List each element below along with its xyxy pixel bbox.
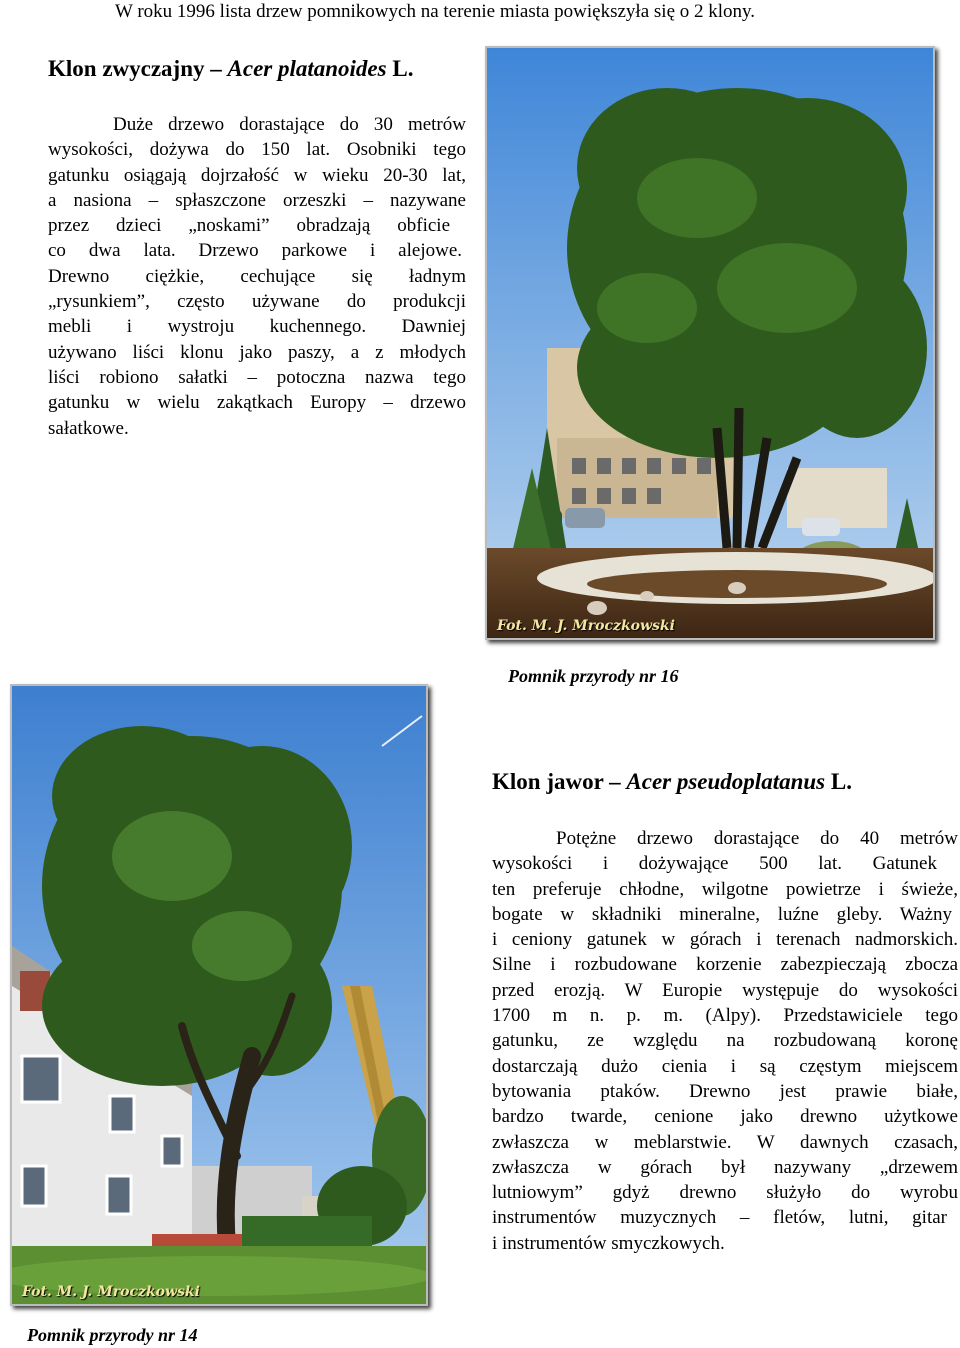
heading-klon-jawor [492, 769, 852, 795]
text-line: używano liści klonu jako paszy, a z młodych [48, 341, 466, 363]
paragraph-klon-zwyczajny [48, 112, 466, 441]
text-line: sałatkowe. [48, 417, 129, 439]
photo-klon-jawor [10, 684, 428, 1306]
text-line: zwłaszcza w meblarstwie. W dawnych czasach, [492, 1131, 958, 1153]
photo-credit: Fot. M. J. Mroczkowski [22, 1284, 200, 1300]
text-line: wysokości i dożywające 500 lat. Gatunek [492, 853, 937, 875]
text-line: mebli i wystroju kuchennego. Dawniej [48, 316, 466, 338]
text-line: „rysunkiem”, często używane do produkcji [48, 291, 466, 313]
text-line: bytowania ptaków. Drewno jest prawie białe, [492, 1080, 958, 1102]
heading-prefix: Klon jawor – [492, 769, 627, 794]
photo-credit: Fot. M. J. Mroczkowski [497, 618, 675, 634]
text-line: dostarczają dużo cienia i są częstym miejscem [492, 1055, 958, 1077]
text-line: liści robiono sałatki – potoczna nazwa tego [48, 366, 466, 388]
text-line: gatunku w wielu zakątkach Europy – drzewo [48, 392, 466, 414]
text-line: 1700 m n. p. m. (Alpy). Przedstawiciele tego [492, 1005, 958, 1027]
text-line: instrumentów muzycznych – fletów, lutni, gitar [492, 1207, 947, 1229]
heading-klon-zwyczajny [48, 56, 413, 82]
heading-suffix: L. [386, 56, 414, 81]
text-line: gatunku osiągają dojrzałość w wieku 20-30 lat, [48, 164, 466, 186]
heading-latin-name: Acer pseudoplatanus [626, 769, 826, 794]
heading-latin-name: Acer platanoides [227, 56, 387, 81]
text-line: ten preferuje chłodne, wilgotne powietrze i świeże, [492, 878, 958, 900]
photo-klon-zwyczajny [485, 46, 935, 640]
text-line: i instrumentów smyczkowych. [492, 1232, 725, 1254]
text-line: Duże drzewo dorastające do 30 metrów [113, 114, 466, 135]
text-line: bardzo twarde, cenione jako drewno użytkowe [492, 1106, 958, 1128]
text-line: zwłaszcza w górach był nazywany „drzewem [492, 1156, 958, 1178]
paragraph-klon-jawor [492, 826, 958, 1256]
text-line: Silne i rozbudowane korzenie zabezpieczają zbocza [492, 954, 958, 976]
text-line: przed erozją. W Europie występuje do wysokości [492, 979, 958, 1001]
photo-caption: Pomnik przyrody nr 14 [27, 1325, 198, 1345]
text-line: bogate w składniki mineralne, luźne gleby. Ważny [492, 903, 952, 925]
heading-suffix: L. [825, 769, 852, 794]
text-line: a nasiona – spłaszczone orzeszki – nazywane [48, 189, 466, 211]
text-line: gatunku, ze względu na rozbudowaną koronę [492, 1030, 958, 1052]
text-line: przez dzieci „noskami” obradzają obficie [48, 215, 450, 237]
text-line: co dwa lata. Drzewo parkowe i alejowe. [48, 240, 462, 262]
heading-prefix: Klon zwyczajny – [48, 56, 228, 81]
intro-text: W roku 1996 lista drzew pomnikowych na terenie miasta powiększyła się o 2 klony. [115, 1, 756, 22]
text-line: i ceniony gatunek w górach i terenach nadmorskich. [492, 929, 958, 951]
photo-tree-image [12, 686, 426, 1304]
photo-caption: Pomnik przyrody nr 16 [508, 666, 679, 686]
photo-tree-image [487, 48, 933, 638]
text-line: Drewno ciężkie, cechujące się ładnym [48, 265, 466, 287]
text-line: lutniowym” gdyż drewno służyło do wyrobu [492, 1182, 958, 1204]
text-line: wysokości, dożywa do 150 lat. Osobniki tego [48, 139, 466, 161]
text-line: Potężne drzewo dorastające do 40 metrów [556, 828, 958, 849]
